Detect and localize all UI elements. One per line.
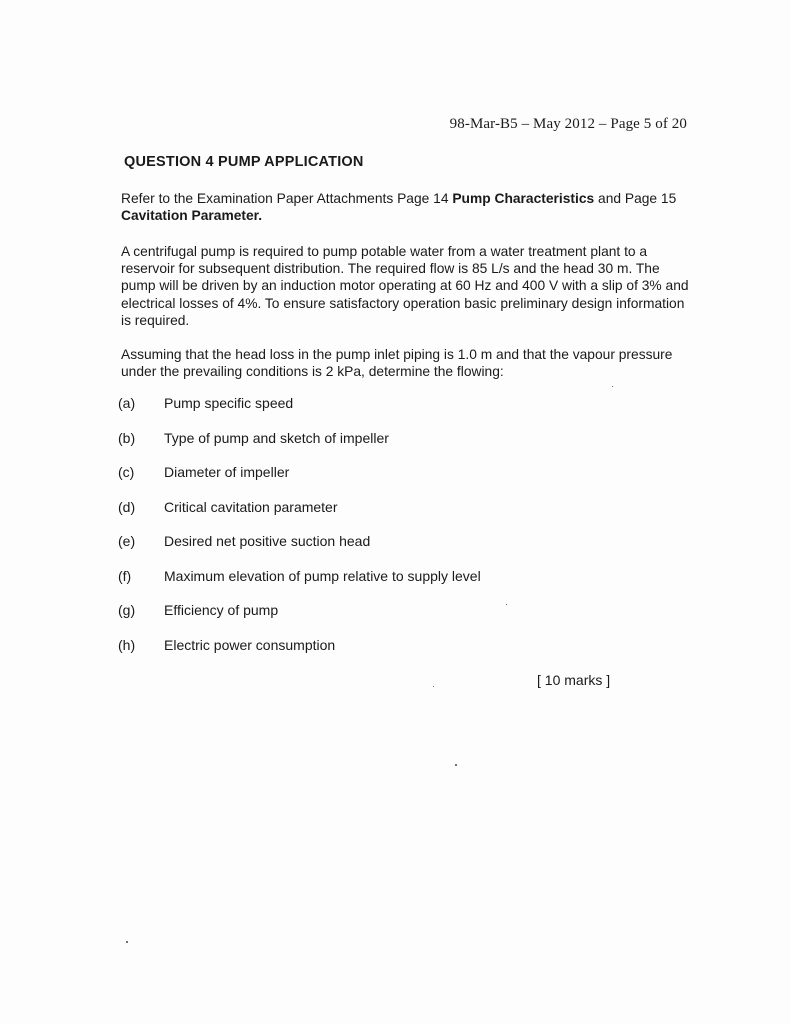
list-item-c [118,464,481,499]
intro-paragraph [121,190,691,224]
list-item-e [118,533,481,568]
scan-speck [455,764,457,766]
item-label: (h) [118,636,136,653]
assumption-paragraph: Assuming that the head loss in the pump inlet piping is 1.0 m and that the vapour pressure under the prevailing conditions is 2 kPa, determine the flowing: [121,347,673,380]
item-text: Critical cavitation parameter [164,498,338,515]
question-title: QUESTION 4 PUMP APPLICATION [124,154,364,170]
problem-paragraph: A centrifugal pump is required to pump potable water from a water treatment plant to a reservoir for subsequent distribution. The required flow is 85 L/s and the head 30 m. The pump will be driven by an induction motor operating at 60 Hz and 400 V with a slip of 3% and electrical losses of 4%. To ensure satisfactory operation basic preliminary design information is required. [121,244,689,328]
scan-speck [506,604,507,605]
intro-prefix: Refer to the Examination Paper Attachments Page 14 [121,191,453,206]
item-text: Electric power consumption [164,636,336,653]
item-text: Pump specific speed [164,395,294,411]
item-label: (c) [118,464,135,480]
item-text: Diameter of impeller [164,464,290,480]
list-item-g [118,602,481,637]
intro-middle: and Page 15 [594,191,677,206]
intro-bold-cavitation-parameter: Cavitation Parameter. [121,208,263,224]
item-label: (g) [118,602,136,618]
list-item-b [118,430,481,465]
list-item-h [118,637,481,672]
item-label: (d) [118,498,136,515]
item-label: (e) [118,533,136,549]
question-items-list [118,395,481,671]
item-text: Desired net positive suction head [164,533,371,549]
item-text: Type of pump and sketch of impeller [164,429,389,446]
page-header: 98-Mar-B5 – May 2012 – Page 5 of 20 [449,116,687,132]
item-label: (f) [118,567,132,584]
scan-speck [126,941,128,943]
scan-speck [612,386,613,387]
list-item-d [118,499,481,534]
list-item-f [118,568,481,603]
marks-label: [ 10 marks ] [537,672,611,688]
item-label: (b) [118,429,136,446]
item-text: Maximum elevation of pump relative to supply level [164,567,481,584]
intro-bold-pump-characteristics: Pump Characteristics [452,191,595,206]
item-label: (a) [118,395,136,411]
list-item-a [118,395,481,430]
scan-speck [433,686,434,687]
item-text: Efficiency of pump [164,602,279,618]
